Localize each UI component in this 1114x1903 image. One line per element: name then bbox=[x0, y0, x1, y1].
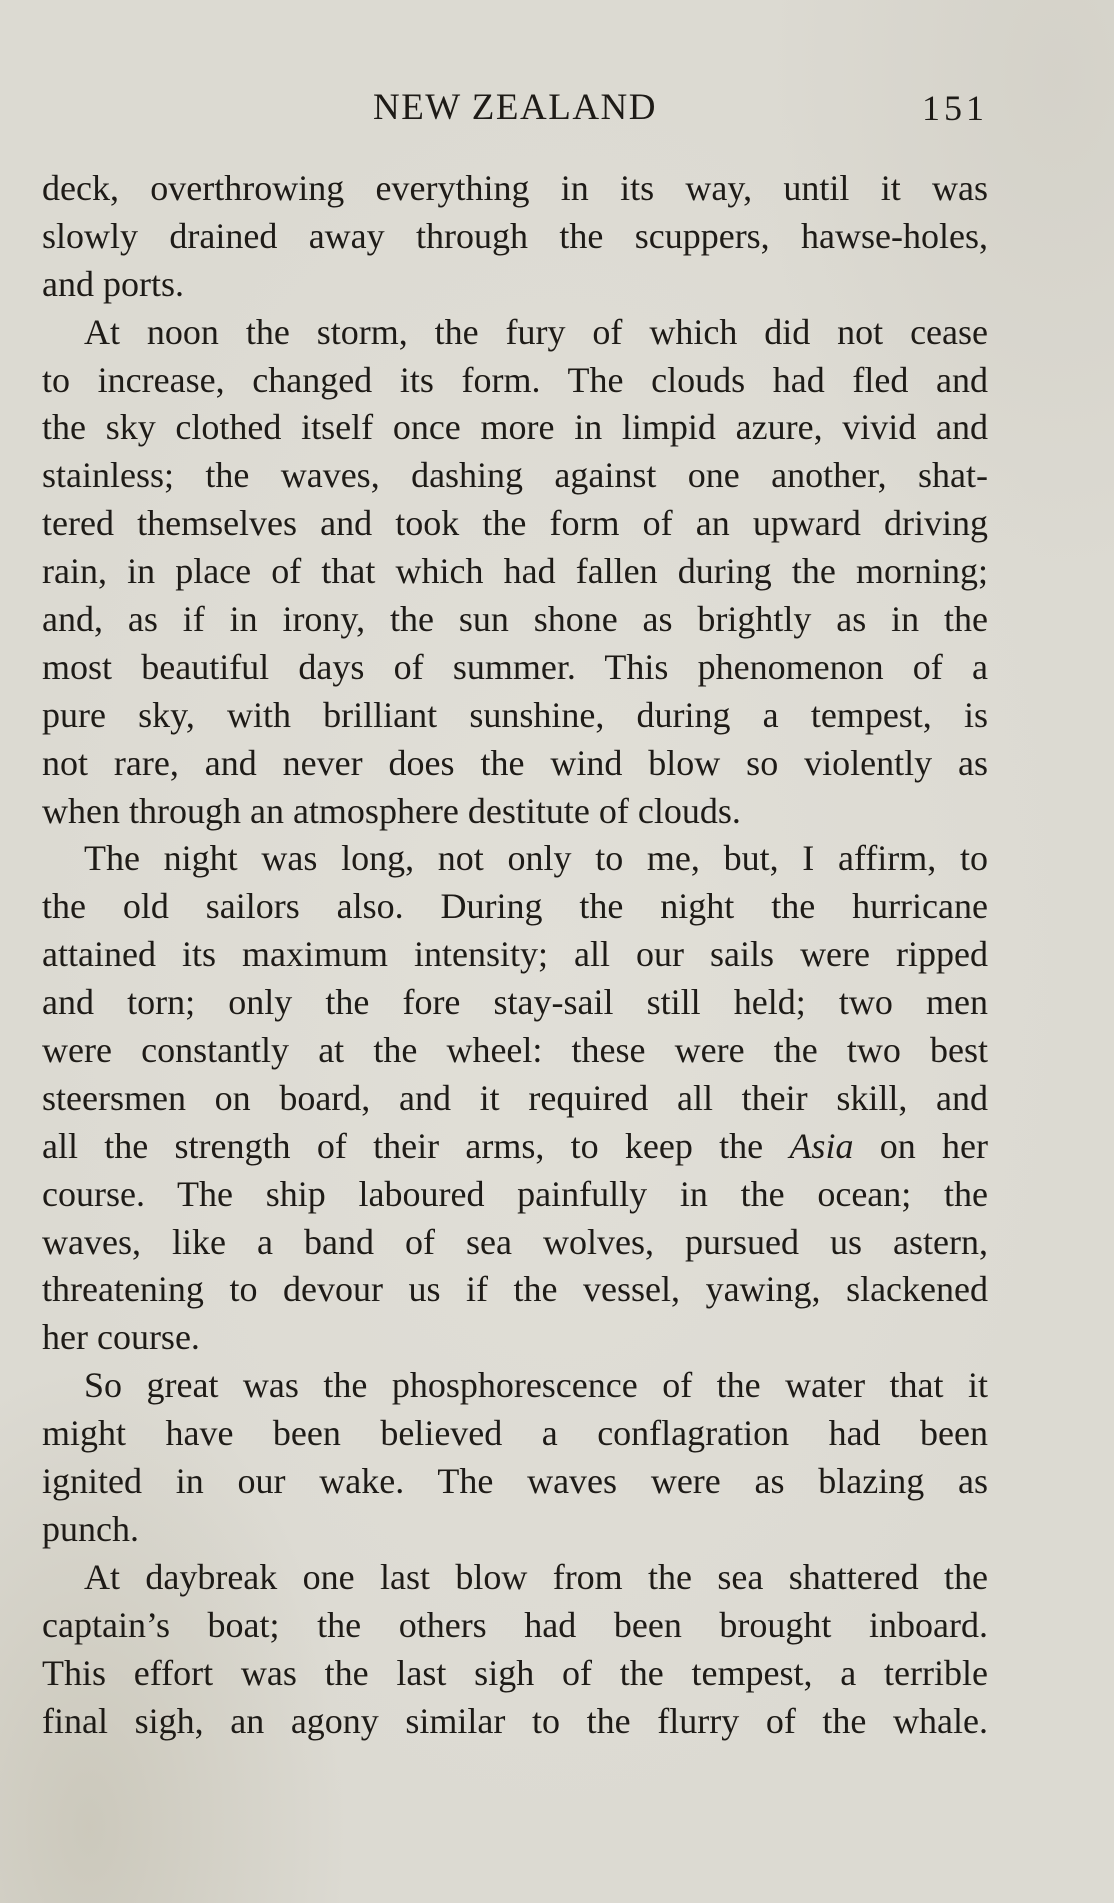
paragraph bbox=[42, 1362, 988, 1554]
text-line: and, as if in irony, the sun shone as brightly as in the bbox=[42, 599, 988, 640]
text-line: stainless; the waves, dashing against one another, shat- bbox=[42, 455, 988, 496]
text-line: The night was long, not only to me, but, I affirm, to bbox=[84, 838, 988, 879]
paragraph bbox=[42, 1554, 988, 1746]
text-line: not rare, and never does the wind blow so violently as bbox=[42, 742, 988, 783]
text-line: At daybreak one last blow from the sea shattered the bbox=[84, 1556, 988, 1597]
text-line: the old sailors also. During the night the hurricane bbox=[42, 886, 988, 927]
text-line: attained its maximum intensity; all our sails were ripped bbox=[42, 934, 988, 975]
text-line: and ports. bbox=[42, 263, 184, 304]
text-line: At noon the storm, the fury of which did not cease bbox=[84, 311, 988, 352]
text-line: when through an atmosphere destitute of clouds. bbox=[42, 790, 741, 831]
text-line: deck, overthrowing everything in its way, until it was bbox=[42, 168, 988, 208]
text-line: tered themselves and took the form of an upward driving bbox=[42, 503, 988, 544]
text-line: steersmen on board, and it required all their skill, and bbox=[42, 1077, 988, 1118]
text-line: to increase, changed its form. The clouds had fled and bbox=[42, 359, 988, 400]
paragraph bbox=[42, 835, 988, 1362]
text-line: all the strength of their arms, to keep the Asia on her bbox=[42, 1125, 988, 1166]
text-line: and torn; only the fore stay-sail still held; two men bbox=[42, 982, 988, 1023]
text-line: were constantly at the wheel: these were the two best bbox=[42, 1030, 988, 1071]
text-line: most beautiful days of summer. This phenomenon of a bbox=[42, 646, 988, 687]
text-line: rain, in place of that which had fallen during the morning; bbox=[42, 551, 988, 592]
text-line: her course. bbox=[42, 1317, 200, 1358]
text-line: the sky clothed itself once more in limpid azure, vivid and bbox=[42, 407, 988, 448]
text-line: threatening to devour us if the vessel, yawing, slackened bbox=[42, 1269, 988, 1310]
text-line: punch. bbox=[42, 1508, 139, 1549]
text-line: might have been believed a conflagration had been bbox=[42, 1413, 988, 1454]
text-line: pure sky, with brilliant sunshine, during a tempest, is bbox=[42, 694, 988, 735]
paragraph bbox=[42, 309, 988, 836]
text-line: captain’s boat; the others had been brought inboard. bbox=[42, 1604, 988, 1645]
text-line: So great was the phosphorescence of the water that it bbox=[84, 1365, 988, 1406]
running-header bbox=[42, 84, 988, 132]
running-title: NEW ZEALAND bbox=[372, 87, 657, 128]
text-line: course. The ship laboured painfully in the ocean; the bbox=[42, 1173, 988, 1214]
text-line: slowly drained away through the scuppers, hawse-holes, bbox=[42, 215, 988, 256]
text-line: ignited in our wake. The waves were as blazing as bbox=[42, 1461, 988, 1502]
paragraph bbox=[42, 165, 988, 309]
ship-name: Asia bbox=[789, 1125, 854, 1166]
text-line: waves, like a band of sea wolves, pursued us astern, bbox=[42, 1221, 988, 1262]
body-text bbox=[42, 165, 988, 1745]
text-line: final sigh, an agony similar to the flurry of the whale. bbox=[42, 1700, 988, 1741]
text-line: This effort was the last sigh of the tempest, a terrible bbox=[42, 1652, 988, 1693]
page-number: 151 bbox=[922, 88, 988, 128]
